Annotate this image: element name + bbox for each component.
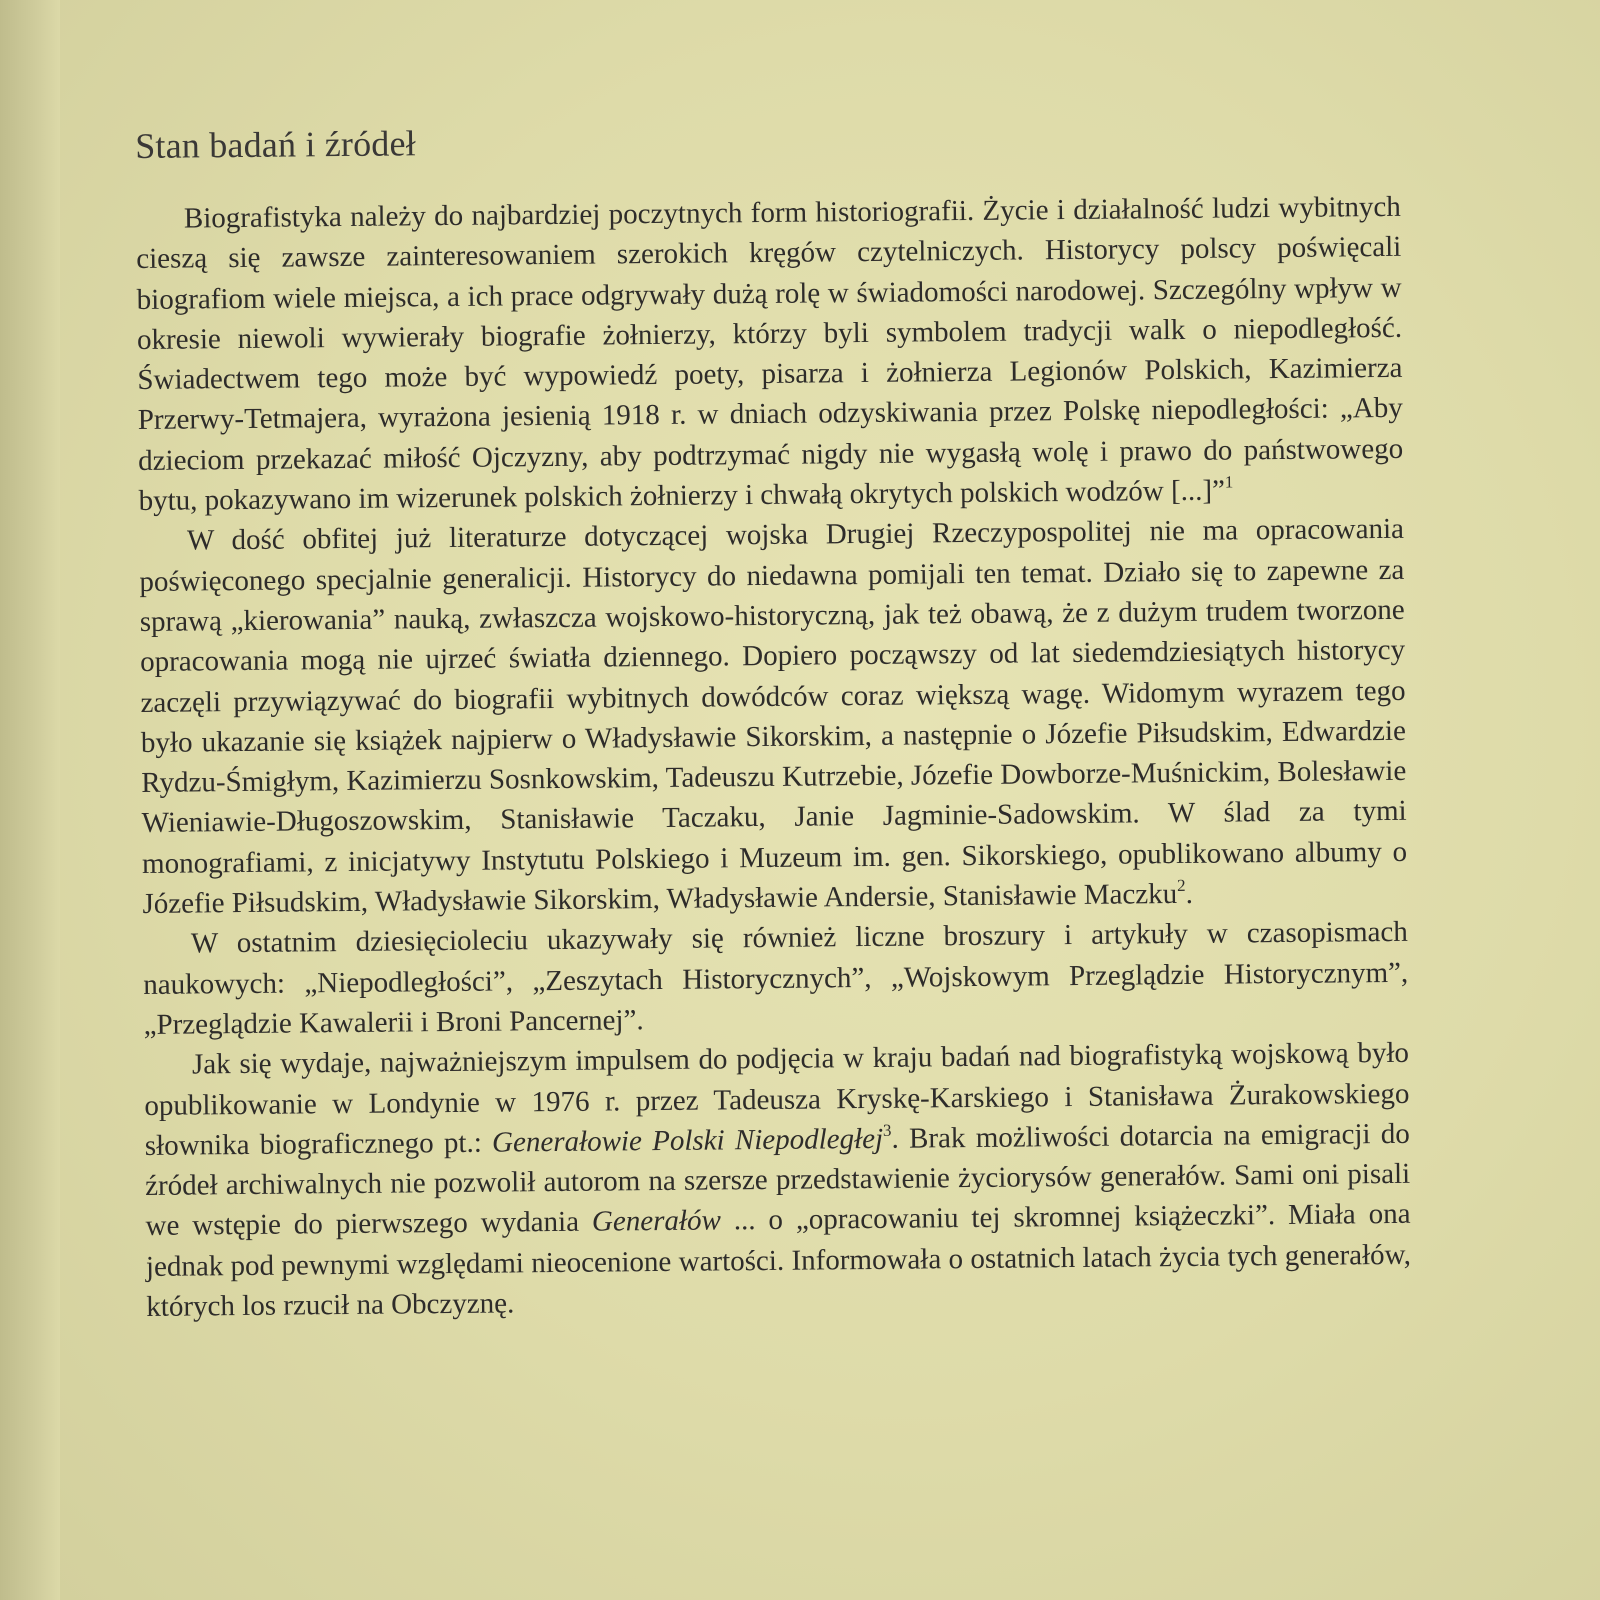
paragraph-2 — [139, 509, 1408, 924]
footnote-ref-2: 2 — [1176, 875, 1186, 896]
book-short-title-italic: Generałów — [591, 1204, 721, 1239]
footnote-ref-3: 3 — [882, 1120, 892, 1140]
paragraph-4-text-after: ... o „opracowaniu tej skromnej książeczki”. Miała ona jednak pod pewnymi względami nieocenione wartości. Informowała o ostatnich latach życia tych generałów, których los rzucił na Obczyznę. — [145, 1198, 1412, 1323]
section-title: Stan badań i źródeł — [135, 123, 417, 166]
footnote-ref-1: 1 — [1224, 472, 1234, 492]
paragraph-1-text: Biografistyka należy do najbardziej poczytnych form historiografii. Życie i działalność ludzi wybitnych cieszą się zawsze zainteresowaniem szerokich kręgów czytelniczych. Historycy polscy poświęcali biografiom wiele miejsca, a ich prace odgrywały dużą rolę w świadomości narodowej. Szczególny wpływ w okresie niewoli wywierały biografie żołnierzy, którzy byli symbolem tradycji walk o niepodległość. Świadectwem tego może być wypowiedź poety, pisarza i żołnierza Legionów Polskich, Kazimierza Przerwy-Tetmajera, wyrażona jesienią 1918 r. w dniach odzyskiwania przez Polskę niepodległości: „Aby dzieciom przekazać miłość Ojczyzny, aby podtrzymać nigdy nie wygasłą wolę i prawo do państwowego bytu, pokazywano im wizerunek polskich żołnierzy i chwałą okrytych polskich wodzów [...]” — [136, 190, 1404, 518]
book-page — [60, 0, 1600, 1600]
paragraph-3-text: W ostatnim dziesięcioleciu ukazywały się również liczne broszury i artykuły w czasopismach naukowych: „Niepodległości”, „Zeszytach Historycznych”, „Wojskowym Przeglądzie Historycznym”, „Przeglądzie Kawalerii i Broni Pancernej”. — [143, 916, 1409, 1041]
paragraph-3 — [143, 912, 1409, 1045]
paragraph-4-text-middle: . Brak możliwości dotarcia na emigracji do źródeł archiwalnych nie pozwolił autorom na szersze przedstawienie życiorysów generałów. Sami oni pisali we wstępie do pierwszego wydania — [145, 1117, 1411, 1243]
paragraph-2-text: W dość obfitej już literaturze dotyczącej wojska Drugiej Rzeczypospolitej nie ma opracowania poświęconego specjalnie generalicji. Historycy do niedawna pomijali ten temat. Działo się to zapewne za sprawą „kierowania” nauką, zwłaszcza wojskowo-historyczną, jak też obawą, że z dużym trudem tworzone opracowania mogą nie ujrzeć światła dziennego. Dopiero począwszy od lat siedemdziesiątych historycy zaczęli przywiązywać do biografii wybitnych dowódców coraz większą wagę. Widomym wyrazem tego było ukazanie się książek najpierw o Władysławie Sikorskim, a następnie o Józefie Piłsudskim, Edwardzie Rydzu-Śmigłym, Kazimierzu Sosnkowskim, Tadeuszu Kutrzebie, Józefie Dowborze-Muśnickim, Bolesławie Wieniawie-Długoszowskim, Stanisławie Taczaku, Janie Jagminie-Sadowskim. W ślad za tymi monografiami, z inicjatywy Instytutu Polskiego i Muzeum im. gen. Sikorskiego, opublikowano albumy o Józefie Piłsudskim, Władysławie Sikorskim, Władysławie Andersie, Stanisławie Maczku — [139, 513, 1408, 921]
book-gutter — [0, 0, 60, 1600]
paragraph-4-text-before: Jak się wydaje, najważniejszym impulsem do podjęcia w kraju badań nad biografistyką wojskową było opublikowanie w Londynie w 1976 r. przez Tadeusza Kryskę-Karskiego i Stanisława Żurakowskiego słownika biograficznego pt.: — [144, 1037, 1410, 1162]
paragraph-1 — [136, 187, 1404, 522]
book-title-italic: Generałowie Polski Niepodległej — [491, 1122, 884, 1159]
paragraph-2-tail: . — [1185, 877, 1194, 910]
paragraph-4 — [144, 1033, 1412, 1327]
text-block — [135, 113, 1411, 1327]
